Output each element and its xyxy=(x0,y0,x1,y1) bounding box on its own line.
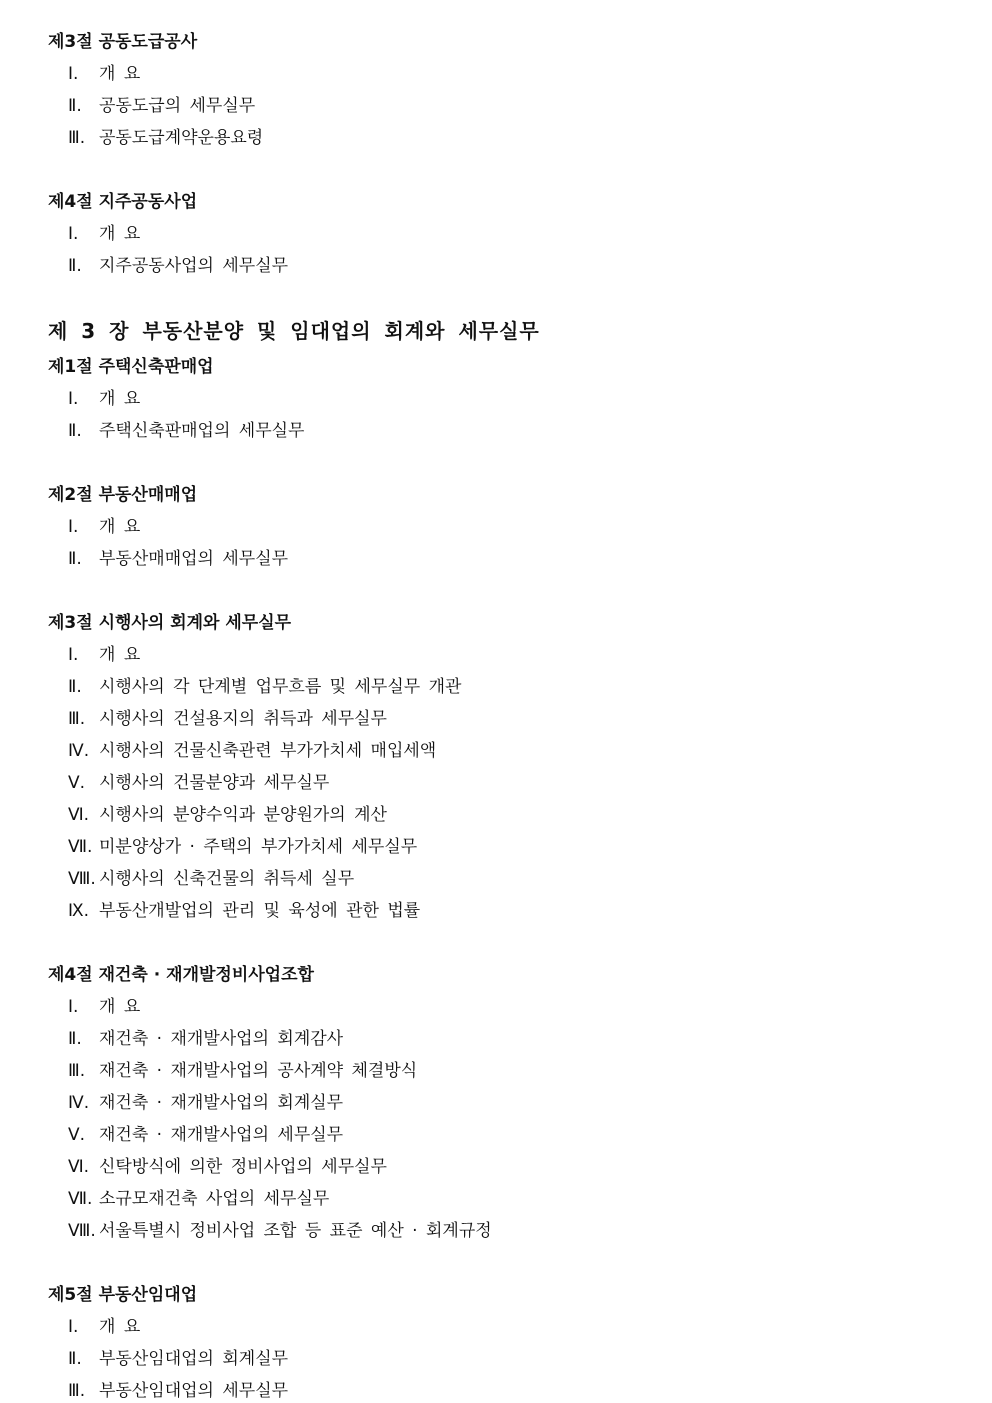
toc-item xyxy=(68,643,140,667)
toc-item-number: Ⅰ. xyxy=(68,517,79,537)
toc-item-text: 재건축 · 재개발사업의 공사계약 체결방식 xyxy=(99,1061,418,1081)
toc-item-number: Ⅴ. xyxy=(68,773,86,793)
toc-item-text: 개 요 xyxy=(99,997,141,1017)
toc-item-text: 소규모재건축 사업의 세무실무 xyxy=(99,1189,330,1209)
toc-item-text: 시행사의 신축건물의 취득세 실무 xyxy=(99,869,355,889)
toc-item-text: 시행사의 건물분양과 세무실무 xyxy=(99,773,330,793)
toc-item-number: Ⅲ. xyxy=(68,128,86,148)
toc-item-text: 주택신축판매업의 세무실무 xyxy=(99,421,305,441)
toc-item-number: Ⅶ. xyxy=(68,1189,93,1209)
toc-item xyxy=(68,222,140,246)
toc-item-number: Ⅱ. xyxy=(68,1349,82,1369)
toc-item xyxy=(68,771,329,795)
section-title: 제2절 부동산매매업 xyxy=(48,485,198,505)
toc-item-text: 개 요 xyxy=(99,517,141,537)
toc-item xyxy=(68,1219,492,1243)
toc-item-text: 신탁방식에 의한 정비사업의 세무실무 xyxy=(99,1157,387,1177)
toc-item-number: Ⅱ. xyxy=(68,549,82,569)
chapter-title: 제 3 장 부동산분양 및 임대업의 회계와 세무실무 xyxy=(48,319,540,343)
toc-item-text: 시행사의 분양수익과 분양원가의 계산 xyxy=(99,805,387,825)
toc-item-number: Ⅰ. xyxy=(68,64,79,84)
toc-item-text: 지주공동사업의 세무실무 xyxy=(99,256,289,276)
toc-item-number: Ⅰ. xyxy=(68,389,79,409)
section-title: 제5절 부동산임대업 xyxy=(48,1285,198,1305)
toc-item-text: 재건축 · 재개발사업의 세무실무 xyxy=(99,1125,344,1145)
toc-item-number: Ⅱ. xyxy=(68,96,82,116)
toc-item xyxy=(68,515,140,539)
toc-item-text: 시행사의 건설용지의 취득과 세무실무 xyxy=(99,709,387,729)
toc-item-number: Ⅱ. xyxy=(68,256,82,276)
section-title: 제1절 주택신축판매업 xyxy=(48,357,214,377)
toc-item-text: 공동도급의 세무실무 xyxy=(99,96,256,116)
toc-item-text: 부동산임대업의 회계실무 xyxy=(99,1349,289,1369)
toc-item-text: 부동산개발업의 관리 및 육성에 관한 법률 xyxy=(99,901,421,921)
toc-item-text: 개 요 xyxy=(99,1317,141,1337)
toc-item xyxy=(68,387,140,411)
section-title: 제3절 시행사의 회계와 세무실무 xyxy=(48,613,292,633)
section-title: 제4절 재건축 · 재개발정비사업조합 xyxy=(48,965,314,985)
toc-item-number: Ⅸ. xyxy=(68,901,90,921)
toc-item-number: Ⅲ. xyxy=(68,1061,86,1081)
toc-item-number: Ⅰ. xyxy=(68,1317,79,1337)
toc-item xyxy=(68,419,304,443)
toc-item xyxy=(68,867,354,891)
toc-item-number: Ⅵ. xyxy=(68,805,90,825)
toc-item xyxy=(68,62,140,86)
toc-item-text: 서울특별시 정비사업 조합 등 표준 예산 · 회계규정 xyxy=(99,1221,492,1241)
toc-item-number: Ⅲ. xyxy=(68,1381,86,1401)
toc-item-text: 개 요 xyxy=(99,64,141,84)
toc-item-number: Ⅲ. xyxy=(68,709,86,729)
toc-item xyxy=(68,995,140,1019)
toc-item xyxy=(68,254,288,278)
toc-item xyxy=(68,1123,343,1147)
toc-item xyxy=(68,1091,343,1115)
toc-item xyxy=(68,94,255,118)
toc-item-text: 재건축 · 재개발사업의 회계감사 xyxy=(99,1029,344,1049)
toc-item xyxy=(68,803,387,827)
toc-item xyxy=(68,1027,343,1051)
toc-item-text: 부동산매매업의 세무실무 xyxy=(99,549,289,569)
toc-item xyxy=(68,1187,329,1211)
toc-item-number: Ⅱ. xyxy=(68,677,82,697)
toc-item xyxy=(68,899,420,923)
toc-item-text: 재건축 · 재개발사업의 회계실무 xyxy=(99,1093,344,1113)
toc-item-text: 미분양상가 · 주택의 부가가치세 세무실무 xyxy=(99,837,418,857)
section-title: 제4절 지주공동사업 xyxy=(48,192,198,212)
toc-item-text: 시행사의 각 단계별 업무흐름 및 세무실무 개관 xyxy=(99,677,462,697)
section-title: 제3절 공동도급공사 xyxy=(48,32,198,52)
toc-item xyxy=(68,739,436,763)
toc-item xyxy=(68,126,263,150)
toc-item-number: Ⅱ. xyxy=(68,421,82,441)
toc-item xyxy=(68,1379,288,1403)
toc-item-text: 개 요 xyxy=(99,224,141,244)
toc-item xyxy=(68,1155,387,1179)
toc-item-number: Ⅰ. xyxy=(68,997,79,1017)
toc-item-number: Ⅶ. xyxy=(68,837,93,857)
toc-item xyxy=(68,1347,288,1371)
toc-item-number: Ⅵ. xyxy=(68,1157,90,1177)
toc-item-number: Ⅰ. xyxy=(68,645,79,665)
toc-item-number: Ⅱ. xyxy=(68,1029,82,1049)
toc-item xyxy=(68,1315,140,1339)
toc-item-number: Ⅳ. xyxy=(68,1093,90,1113)
toc-item xyxy=(68,707,387,731)
toc-item-number: Ⅷ. xyxy=(68,869,96,889)
toc-item-text: 개 요 xyxy=(99,389,141,409)
toc-item-text: 시행사의 건물신축관련 부가가치세 매입세액 xyxy=(99,741,437,761)
toc-item-number: Ⅴ. xyxy=(68,1125,86,1145)
toc-item xyxy=(68,547,288,571)
toc-item-number: Ⅰ. xyxy=(68,224,79,244)
toc-item-number: Ⅷ. xyxy=(68,1221,96,1241)
toc-item xyxy=(68,1059,417,1083)
toc-item-text: 공동도급계약운용요령 xyxy=(99,128,264,148)
toc-item xyxy=(68,835,417,859)
toc-item-text: 개 요 xyxy=(99,645,141,665)
toc-item-text: 부동산임대업의 세무실무 xyxy=(99,1381,289,1401)
toc-item-number: Ⅳ. xyxy=(68,741,90,761)
toc-item xyxy=(68,675,461,699)
